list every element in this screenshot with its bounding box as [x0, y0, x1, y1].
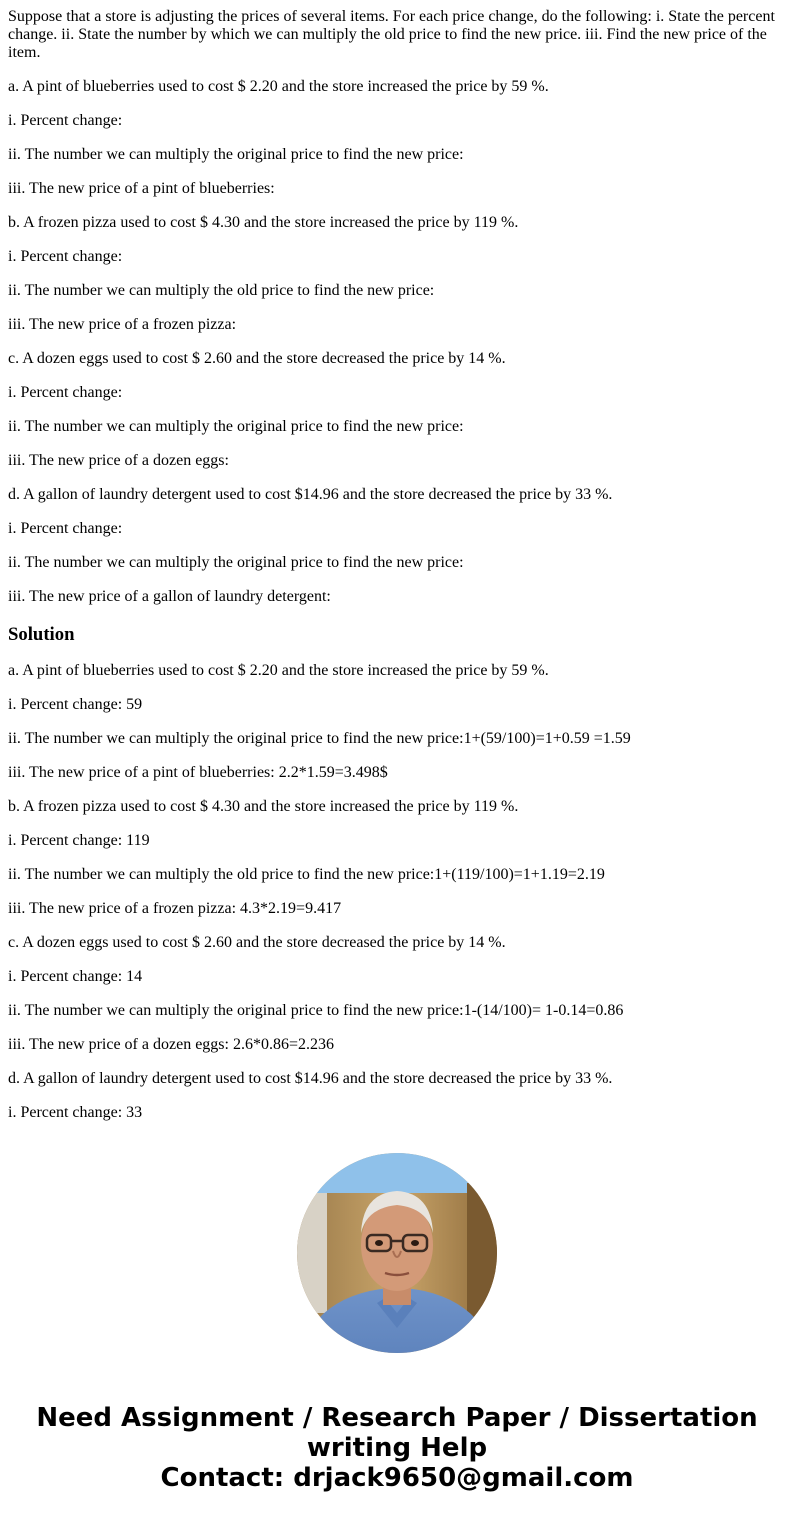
- question-line: iii. The new price of a frozen pizza:: [8, 316, 237, 333]
- question-line: i. Percent change:: [8, 520, 123, 537]
- solution-line: b. A frozen pizza used to cost $ 4.30 and the store increased the price by 119 %.: [8, 798, 519, 815]
- question-line: i. Percent change:: [8, 384, 123, 401]
- question-line: ii. The number we can multiply the old price to find the new price:: [8, 282, 435, 299]
- solution-heading: Solution: [8, 624, 75, 645]
- footer-contact-email: Contact: drjack9650@gmail.com: [160, 1463, 634, 1493]
- question-line: ii. The number we can multiply the original price to find the new price:: [8, 418, 464, 435]
- question-line: b. A frozen pizza used to cost $ 4.30 and the store increased the price by 119 %.: [8, 214, 519, 231]
- question-line: ii. The number we can multiply the original price to find the new price:: [8, 146, 464, 163]
- question-line: iii. The new price of a dozen eggs:: [8, 452, 229, 469]
- question-line: iii. The new price of a gallon of laundry detergent:: [8, 588, 331, 605]
- solution-line: i. Percent change: 33: [8, 1104, 143, 1121]
- footer-contact: [0, 1403, 794, 1493]
- footer-line: Need Assignment / Research Paper / Dissertation: [36, 1403, 758, 1433]
- question-line: iii. The new price of a pint of blueberries:: [8, 180, 275, 197]
- solution-line: c. A dozen eggs used to cost $ 2.60 and the store decreased the price by 14 %.: [8, 934, 506, 951]
- solution-line: iii. The new price of a frozen pizza: 4.3*2.19=9.417: [8, 900, 342, 917]
- solution-line: d. A gallon of laundry detergent used to cost $14.96 and the store decreased the price by 33 %.: [8, 1070, 613, 1087]
- solution-line: ii. The number we can multiply the original price to find the new price:1-(14/100)= 1-0.14=0.86: [8, 1002, 624, 1019]
- question-line: a. A pint of blueberries used to cost $ 2.20 and the store increased the price by 59 %.: [8, 78, 549, 95]
- solution-line: iii. The new price of a dozen eggs: 2.6*0.86=2.236: [8, 1036, 334, 1053]
- solution-line: iii. The new price of a pint of blueberries: 2.2*1.59=3.498$: [8, 764, 388, 781]
- solution-line: a. A pint of blueberries used to cost $ 2.20 and the store increased the price by 59 %.: [8, 662, 549, 679]
- question-line: ii. The number we can multiply the original price to find the new price:: [8, 554, 464, 571]
- question-line: d. A gallon of laundry detergent used to cost $14.96 and the store decreased the price by 33 %.: [8, 486, 613, 503]
- solution-line: i. Percent change: 119: [8, 832, 150, 849]
- question-intro: Suppose that a store is adjusting the prices of several items. For each price change, do the following: i. State the percent change. ii. State the number by which we can multiply the old price to find the new price. iii. Find the new price of the item.: [8, 8, 775, 61]
- footer-line: writing Help: [306, 1433, 488, 1463]
- question-line: i. Percent change:: [8, 112, 123, 129]
- question-line: i. Percent change:: [8, 248, 123, 265]
- solution-line: ii. The number we can multiply the original price to find the new price:1+(59/100)=1+0.59 =1.59: [8, 730, 631, 747]
- author-portrait-icon: [297, 1153, 497, 1353]
- solution-line: i. Percent change: 14: [8, 968, 143, 985]
- author-avatar: [297, 1153, 497, 1353]
- question-line: c. A dozen eggs used to cost $ 2.60 and the store decreased the price by 14 %.: [8, 350, 506, 367]
- solution-line: ii. The number we can multiply the old price to find the new price:1+(119/100)=1+1.19=2.19: [8, 866, 605, 883]
- document-content: [8, 0, 786, 1122]
- solution-line: i. Percent change: 59: [8, 696, 143, 713]
